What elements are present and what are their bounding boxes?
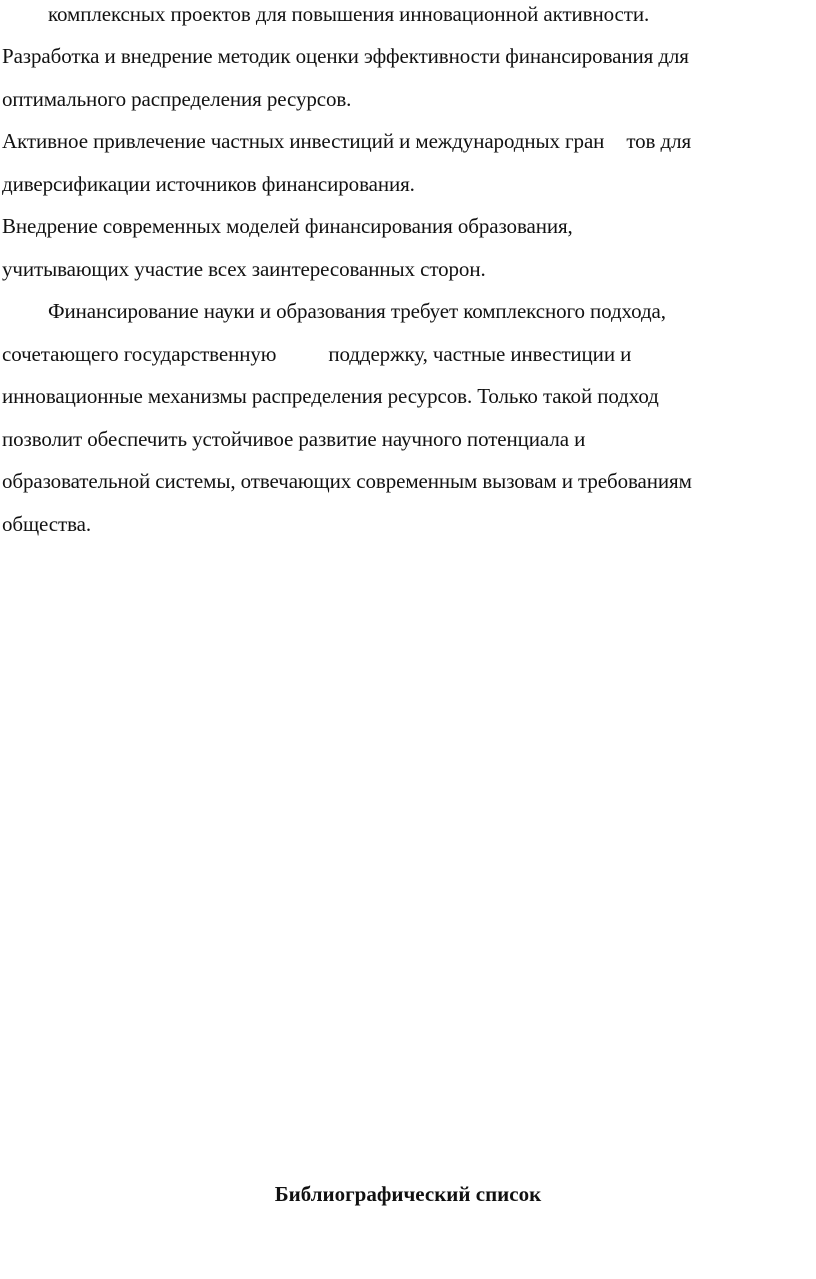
- section-heading: Библиографический список: [274, 1182, 542, 1206]
- text-line-12: образовательной системы, отвечающих современным вызовам и требованиям: [2, 469, 692, 493]
- text-line-9: [2, 340, 631, 368]
- text-line-5: диверсификации источников финансирования.: [2, 172, 415, 196]
- text-line-10: инновационные механизмы распределения ресурсов. Только такой подход: [2, 384, 659, 408]
- text-line-6: Внедрение современных моделей финансирования образования,: [2, 214, 573, 238]
- text-line-2: Разработка и внедрение методик оценки эффективности финансирования для: [2, 44, 689, 68]
- text-line-3: оптимального распределения ресурсов.: [2, 87, 352, 111]
- text-line-4: [2, 127, 691, 155]
- text-line-9-part-1: сочетающего государственную: [2, 342, 277, 366]
- text-line-1: комплексных проектов для повышения инновационной активности.: [48, 2, 650, 26]
- text-line-4-part-2: тов для: [626, 129, 692, 153]
- text-line-7: учитывающих участие всех заинтересованных сторон.: [2, 257, 486, 281]
- text-line-13: общества.: [2, 512, 92, 536]
- text-line-4-part-1: Активное привлечение частных инвестиций и международных гран: [2, 129, 605, 153]
- text-line-9-part-2: поддержку, частные инвестиции и: [328, 342, 632, 366]
- text-line-8: Финансирование науки и образования требует комплексного подхода,: [48, 299, 666, 323]
- text-line-11: позволит обеспечить устойчивое развитие научного потенциала и: [2, 427, 586, 451]
